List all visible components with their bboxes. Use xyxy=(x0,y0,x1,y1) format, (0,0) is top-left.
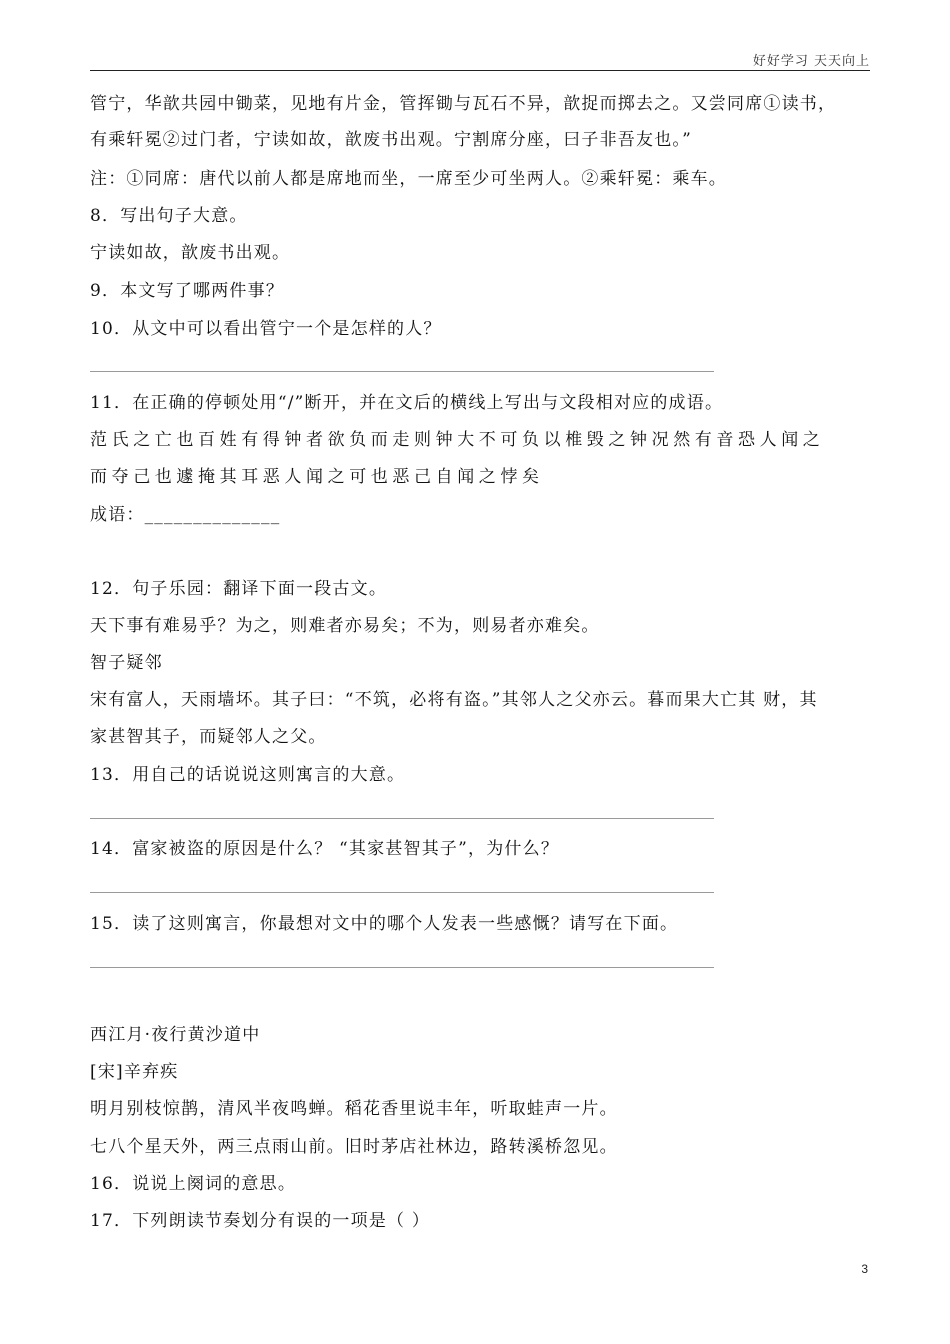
question-11: 11．在正确的停顿处用“/”断开，并在文后的横线上写出与文段相对应的成语。 xyxy=(90,393,724,413)
question-16: 16．说说上阕词的意思。 xyxy=(90,1174,297,1194)
passage1-note: 注：①同席：唐代以前人都是席地而坐，一席至少可坐两人。②乘轩冕：乘车。 xyxy=(90,169,727,189)
question-11-text-line1: 范氏之亡也百姓有得钟者欲负而走则钟大不可负以椎毁之钟况然有音恐人闻之 xyxy=(90,430,825,450)
question-12-text: 天下事有难易乎？为之，则难者亦易矣；不为，则易者亦难矣。 xyxy=(90,616,600,636)
page-number: 3 xyxy=(861,1262,868,1276)
question-15: 15．读了这则寓言，你最想对文中的哪个人发表一些感慨？请写在下面。 xyxy=(90,914,679,934)
question-12: 12．句子乐园：翻译下面一段古文。 xyxy=(90,579,388,599)
poem-line2: 七八个星天外，两三点雨山前。旧时茅店社林边，路转溪桥忽见。 xyxy=(90,1137,618,1157)
question-17: 17．下列朗读节奏划分有误的一项是（ ） xyxy=(90,1211,431,1231)
story-line2: 家甚智其子，而疑邻人之父。 xyxy=(90,727,327,747)
question-14: 14．富家被盗的原因是什么？ “其家甚智其子”，为什么？ xyxy=(90,839,560,859)
question-11-text-line2: 而夺己也遽掩其耳恶人闻之可也恶己自闻之悖矣 xyxy=(90,467,544,487)
passage1-line1: 管宁，华歆共园中锄菜，见地有片金，管挥锄与瓦石不异，歆捉而掷去之。又尝同席①读书， xyxy=(90,94,837,114)
answer-line-10[interactable] xyxy=(90,371,714,372)
answer-line-14[interactable] xyxy=(90,892,714,893)
question-9: 9．本文写了哪两件事？ xyxy=(90,281,285,301)
header-motto: 好好学习 天天向上 xyxy=(752,54,870,69)
story-title: 智子疑邻 xyxy=(90,653,163,673)
page-header xyxy=(90,50,870,71)
answer-line-13[interactable] xyxy=(90,818,714,819)
passage1-line2: 有乘轩冕②过门者，宁读如故，歆废书出观。宁割席分座，曰子非吾友也。” xyxy=(90,130,692,150)
poem-line1: 明月别枝惊鹊，清风半夜鸣蝉。稻花香里说丰年，听取蛙声一片。 xyxy=(90,1099,618,1119)
answer-line-15[interactable] xyxy=(90,967,714,968)
question-8: 8．写出句子大意。 xyxy=(90,206,248,226)
question-13: 13．用自己的话说说这则寓言的大意。 xyxy=(90,765,406,785)
poem-title: 西江月·夜行黄沙道中 xyxy=(90,1025,261,1045)
poem-author: [宋]辛弃疾 xyxy=(90,1062,179,1082)
story-line1: 宋有富人，天雨墙坏。其子曰：“不筑，必将有盗。”其邻人之父亦云。暮而果大亡其 财，其 xyxy=(90,690,818,710)
question-8-sentence: 宁读如故，歆废书出观。 xyxy=(90,243,291,263)
question-10: 10．从文中可以看出管宁一个是怎样的人？ xyxy=(90,319,442,339)
question-11-answer[interactable]: 成语：______________ xyxy=(90,505,281,525)
